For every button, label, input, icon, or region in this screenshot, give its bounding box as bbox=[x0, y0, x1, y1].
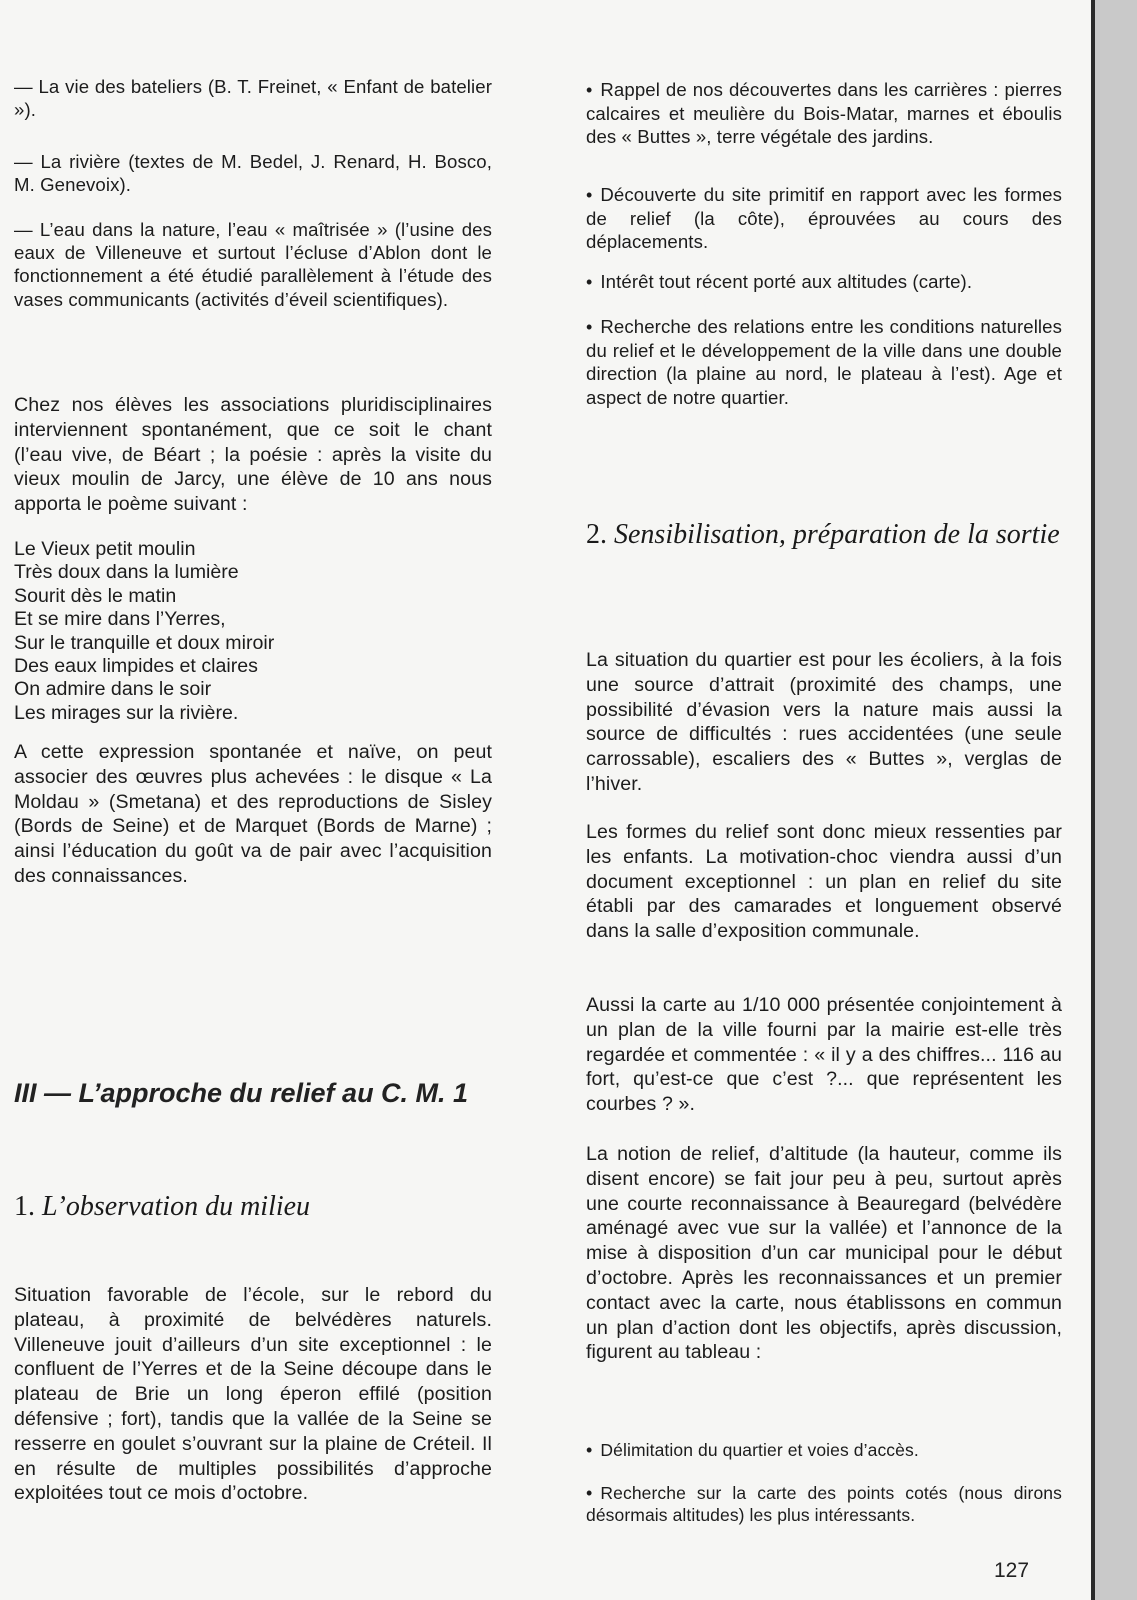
poem bbox=[14, 538, 274, 725]
relief-forms-paragraph: Les formes du relief sont donc mieux ressenties par les enfants. La motivation-choc viendra aussi d’un document exceptionnel : un plan en relief du site établi par des camarades et longuement observé dans la salle d’exposition communale. bbox=[586, 821, 1062, 943]
observation-paragraph: Situation favorable de l’école, sur le rebord du plateau, à proximité de belvédères naturels. Villeneuve jouit d’ailleurs d’un site exceptionnel : le confluent de l’Yerres et de la Seine découpe dans le plateau de Brie un long éperon effilé (position défensive ; fort), tandis que la vallée de la Seine se resserre en goulet s’ouvrant sur la plaine de Créteil. Il en résulte de multiples possibilités d’approche exploitées tout ce mois d’octobre. bbox=[14, 1284, 492, 1505]
poem-line: Les mirages sur la rivière. bbox=[14, 701, 239, 724]
subsection-title: Sensibilisation, préparation de la sortie bbox=[614, 519, 1060, 550]
poem-line: Très doux dans la lumière bbox=[14, 561, 239, 584]
page-binding-strip bbox=[1095, 0, 1137, 1600]
list-item-eau: — L’eau dans la nature, l’eau « maîtrisée » (l’usine des eaux de Villeneuve et surtout l’écluse d’Ablon dont le fonctionnement a été étudié parallèlement à l’étude des vases communicants (activités d’éveil scientifiques). bbox=[14, 219, 492, 310]
poem-line: Sourit dès le matin bbox=[14, 584, 177, 607]
poem-line: On admire dans le soir bbox=[14, 678, 212, 701]
bullet-item: • Recherche des relations entre les conditions naturelles du relief et le développement de la ville dans une double direction (la plaine au nord, le plateau à l’est). Age et aspect de notre quartier. bbox=[586, 315, 1062, 409]
bullet-item: • Découverte du site primitif en rapport avec les formes de relief (la côte), éprouvées au cours des déplacements. bbox=[586, 183, 1062, 254]
subsection-title: L’observation du milieu bbox=[42, 1191, 311, 1222]
objective-bullet: • Délimitation du quartier et voies d’accès. bbox=[586, 1439, 1062, 1462]
bullet-item: • Rappel de nos découvertes dans les carrières : pierres calcaires et meulière du Bois-Matar, marnes et éboulis des « Buttes », terre végétale des jardins. bbox=[586, 78, 1062, 149]
intro-paragraph: Chez nos élèves les associations pluridisciplinaires interviennent spontanément, que ce soit le chant (l’eau vive, de Béart ; la poésie : après la visite du vieux moulin de Jarcy, une élève de 10 ans nous apporta le poème suivant : bbox=[14, 394, 492, 516]
list-item-riviere: — La rivière (textes de M. Bedel, J. Renard, H. Bosco, M. Genevoix). bbox=[14, 151, 492, 196]
page-number: 127 bbox=[994, 1559, 1030, 1582]
subsection-number: 1. bbox=[14, 1191, 35, 1222]
subsection-heading-sensibilisation bbox=[586, 520, 1062, 550]
poem-line: Le Vieux petit moulin bbox=[14, 538, 196, 560]
list-item-bateliers: — La vie des bateliers (B. T. Freinet, « Enfant de batelier »). bbox=[14, 76, 492, 121]
situation-paragraph: La situation du quartier est pour les écoliers, à la fois une source d’attrait (proximité des champs, une possibilité d’évasion vers la nature mais aussi la source de difficultés : rues accidentées (une seule carrossable), escaliers des « Buttes », verglas de l’hiver. bbox=[586, 649, 1062, 795]
poem-line: Des eaux limpides et claires bbox=[14, 655, 258, 678]
subsection-number: 2. bbox=[586, 519, 607, 550]
relief-notion-paragraph: La notion de relief, d’altitude (la hauteur, comme ils disent encore) se fait jour peu à peu, surtout après une courte reconnaissance à Beauregard (belvédère aménagé avec vue sur la vallée) et l’annonce de la mise à disposition d’un car municipal pour le début d’octobre. Après les reconnaissances et un premier contact avec la carte, nous établissons en commun un plan d’action dont les objectifs, après discussion, figurent au tableau : bbox=[586, 1143, 1062, 1364]
poem-line: Et se mire dans l’Yerres, bbox=[14, 608, 226, 631]
subsection-heading-observation bbox=[14, 1192, 492, 1222]
after-poem-paragraph: A cette expression spontanée et naïve, on peut associer des œuvres plus achevées : le disque « La Moldau » (Smetana) et des reproductions de Sisley (Bords de Seine) et de Marquet (Bords de Marne) ; ainsi l’éducation du goût va de pair avec l’acquisition des connaissances. bbox=[14, 741, 492, 887]
map-paragraph: Aussi la carte au 1/10 000 présentée conjointement à un plan de la ville fourni par la mairie est-elle très regardée et commentée : « il y a des chiffres... 116 au fort, qu’est-ce que c’est ?... que représentent les courbes ? ». bbox=[586, 994, 1062, 1116]
objective-bullet: • Recherche sur la carte des points cotés (nous dirons désormais altitudes) les plus intéressants. bbox=[586, 1482, 1062, 1526]
bullet-item: • Intérêt tout récent porté aux altitudes (carte). bbox=[586, 270, 1062, 294]
poem-line: Sur le tranquille et doux miroir bbox=[14, 631, 275, 654]
section-heading: III — L’approche du relief au C. M. 1 bbox=[14, 1078, 469, 1108]
